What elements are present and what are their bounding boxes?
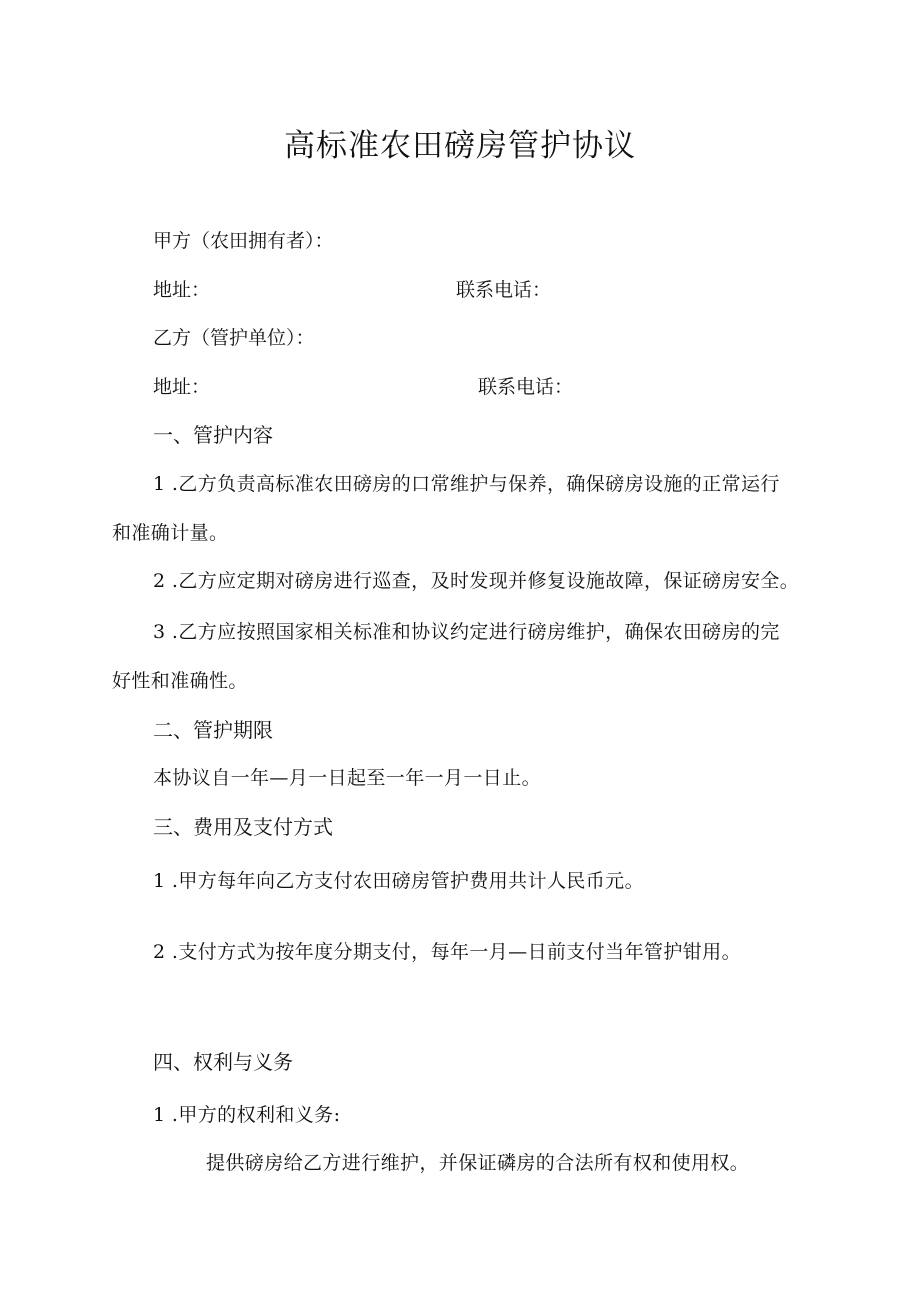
party-a-address-label: 地址： bbox=[153, 279, 211, 301]
section1-item1-line1: 1 .乙方负责高标准农田磅房的口常维护与保养，确保磅房设施的正常运行 bbox=[153, 473, 780, 495]
party-a-phone-label: 联系电话： bbox=[456, 279, 552, 301]
section4-item1-text: 提供磅房给乙方进行维护，并保证磷房的合法所有权和使用权。 bbox=[206, 1152, 750, 1174]
section4-heading: 四、权利与义务 bbox=[153, 1050, 293, 1074]
party-b-address-label: 地址： bbox=[153, 376, 211, 398]
section1-item1-line2: 和准确计量。 bbox=[112, 522, 229, 544]
party-a-label: 甲方（农田拥有者）： bbox=[153, 230, 334, 252]
section3-heading: 三、费用及支付方式 bbox=[153, 815, 333, 839]
section1-item2: 2 .乙方应定期对磅房进行巡查，及时发现并修复设施故障，保证磅房安全。 bbox=[153, 570, 800, 592]
section1-heading: 一、管护内容 bbox=[153, 423, 273, 447]
party-b-phone-label: 联系电话： bbox=[478, 376, 574, 398]
section3-item1: 1 .甲方每年向乙方支付农田磅房管护费用共计人民币元。 bbox=[153, 870, 644, 892]
section1-item3-line2: 好性和准确性。 bbox=[112, 670, 248, 692]
document-title: 高标准农田磅房管护协议 bbox=[284, 128, 636, 164]
section3-item2: 2 .支付方式为按年度分期支付，每年一月—日前支付当年管护钳用。 bbox=[153, 941, 741, 963]
section4-item1: 1 .甲方的权利和义务: bbox=[153, 1104, 341, 1126]
section1-item3-line1: 3 .乙方应按照国家相关标准和协议约定进行磅房维护，确保农田磅房的完 bbox=[153, 621, 780, 643]
section2-heading: 二、管护期限 bbox=[153, 718, 273, 742]
party-b-label: 乙方（管护单位）： bbox=[153, 327, 315, 349]
section2-text: 本协议自一年—月一日起至一年一月一日止。 bbox=[153, 767, 542, 789]
